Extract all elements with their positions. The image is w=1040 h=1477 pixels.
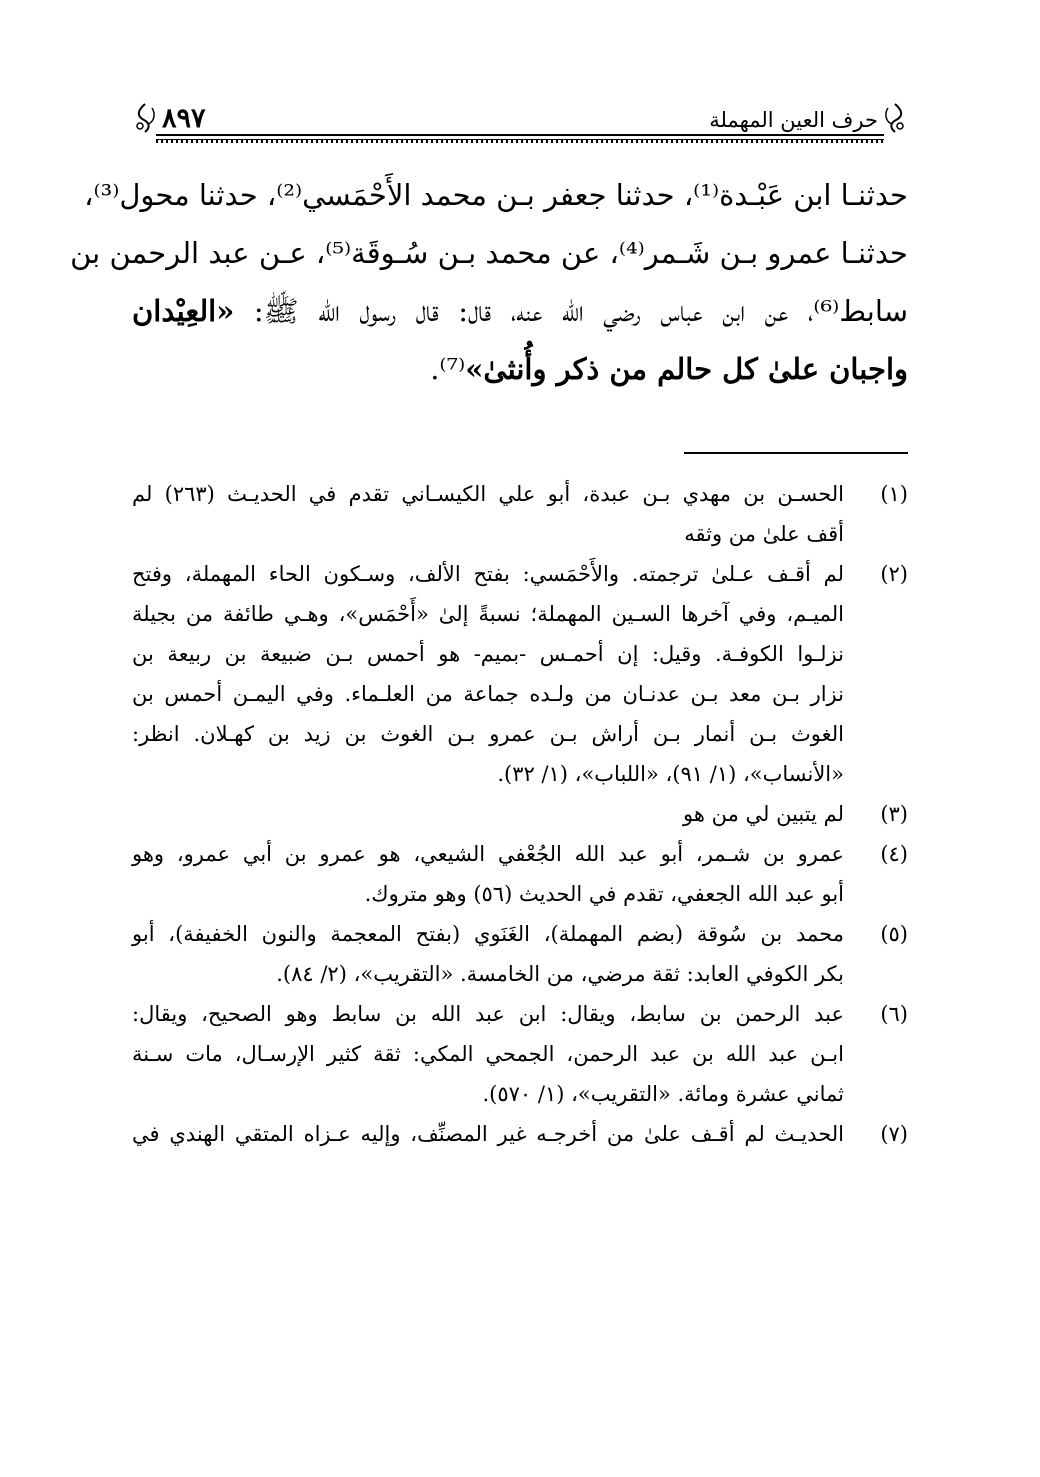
footnote-5 xyxy=(132,914,908,994)
footnote-number: (٣) xyxy=(880,802,908,826)
footnote-line: الغوث بـن أنمار بـن أراش بـن عمرو بـن الغوث بن زيد بن كهـلان. انظر: xyxy=(132,722,844,746)
footnote-number: (٧) xyxy=(880,1122,908,1146)
footnote-number: (١) xyxy=(880,482,908,506)
footnote-line: لم أقـف عـلىٰ ترجمته. والأَحْمَسي: بفتح الألف، وسـكون الحاء المهملة، وفتح xyxy=(132,562,844,586)
header-ornamental-border xyxy=(156,139,884,143)
footnote-3 xyxy=(132,794,908,834)
footnote-1 xyxy=(132,474,908,554)
footnote-line: نزار بـن معد بـن عدنـان من ولـده جماعة من العلـماء. وفي اليمـن أحمس بن xyxy=(132,682,844,706)
header-ornament-left-icon xyxy=(132,102,158,134)
footnote-line: الميـم، وفي آخرها السـين المهملة؛ نسبةً إلىٰ «أَحْمَس»، وهـي طائفة من بجيلة xyxy=(132,602,844,626)
footnote-number: (٦) xyxy=(880,1002,908,1026)
footnote-line: الحسـن بن مهدي بـن عبدة، أبو علي الكيسـاني تقدم في الحديـث (٢٦٣) لم xyxy=(132,482,844,506)
footnotes-list xyxy=(132,474,908,1154)
footnote-line: أبو عبد الله الجعفي، تقدم في الحديث (٥٦) وهو متروك. xyxy=(364,882,844,906)
hadith-quote-start: «العِيْدان xyxy=(132,294,235,328)
footnote-line: محمد بن سُوقة (بضم المهملة)، الغَنَوي (بفتح المعجمة والنون الخفيفة)، أبو xyxy=(132,922,844,946)
footnote-line: عبد الرحمن بن سابط، ويقال: ابن عبد الله بن سابط وهو الصحيح، ويقال: xyxy=(132,1002,844,1026)
footnote-number: (٢) xyxy=(880,562,908,586)
footnote-line: «الأنساب»، (١/ ٩١)، «اللباب»، (١/ ٣٢). xyxy=(497,762,844,786)
main-text xyxy=(70,166,908,398)
footnote-ref-7: ⁽⁷⁾. xyxy=(430,352,466,386)
footnote-4 xyxy=(132,834,908,914)
footnote-separator xyxy=(684,452,908,454)
footnote-number: (٥) xyxy=(880,922,908,946)
running-header xyxy=(132,96,908,142)
page-number: ٨٩٧ xyxy=(162,103,206,134)
main-text-line-4 xyxy=(132,340,908,398)
main-text-line-3-body: سابط⁽⁶⁾، عن ابن عباس رضي الله عنه، قال: قال رسول الله ﷺ: xyxy=(253,294,908,328)
main-text-line-3 xyxy=(132,282,908,340)
footnote-line: ابـن عبد الله بن عبد الرحمن، الجمحي المكي: ثقة كثير الإرسـال، مات سـنة xyxy=(132,1042,844,1066)
running-header-title: حرف العين المهملة xyxy=(709,108,878,132)
header-ornament-right-icon xyxy=(882,102,908,134)
footnote-2 xyxy=(132,554,908,794)
main-text-line-1: حدثنـا ابن عَبْـدة⁽¹⁾، حدثنا جعفر بـن محمد الأَحْمَسي⁽²⁾، حدثنا محول⁽³⁾، xyxy=(84,178,908,212)
footnote-line: نزلـوا الكوفـة. وقيل: إن أحمـس -بميم- هو أحمس بـن ضبيعة بن ربيعة بن xyxy=(132,642,844,666)
footnote-line: لم يتبين لي من هو xyxy=(683,802,844,826)
footnote-line: عمرو بن شـمر، أبو عبد الله الجُعْفي الشيعي، هو عمرو بن أبي عمرو، وهو xyxy=(132,842,844,866)
footnote-line: بكر الكوفي العابد: ثقة مرضي، من الخامسة. «التقريب»، (٢/ ٨٤). xyxy=(276,962,844,986)
footnote-line: ثماني عشرة ومائة. «التقريب»، (١/ ٥٧٠). xyxy=(482,1082,844,1106)
footnote-line: الحديـث لم أقـف علىٰ من أخرجـه غير المصنِّف، وإليه عـزاه المتقي الهندي في xyxy=(132,1122,844,1146)
footnote-6 xyxy=(132,994,908,1114)
hadith-quote-end: واجبان علىٰ كل حالم من ذكر وأُنثىٰ» xyxy=(465,352,908,386)
footnote-number: (٤) xyxy=(880,842,908,866)
main-text-line-2: حدثنـا عمرو بـن شَـمر⁽⁴⁾، عن محمد بـن سُـوقَة⁽⁵⁾، عـن عبد الرحمن بن xyxy=(70,236,908,270)
footnote-7 xyxy=(132,1114,908,1154)
footnote-line: أقف علىٰ من وثقه xyxy=(684,522,844,546)
